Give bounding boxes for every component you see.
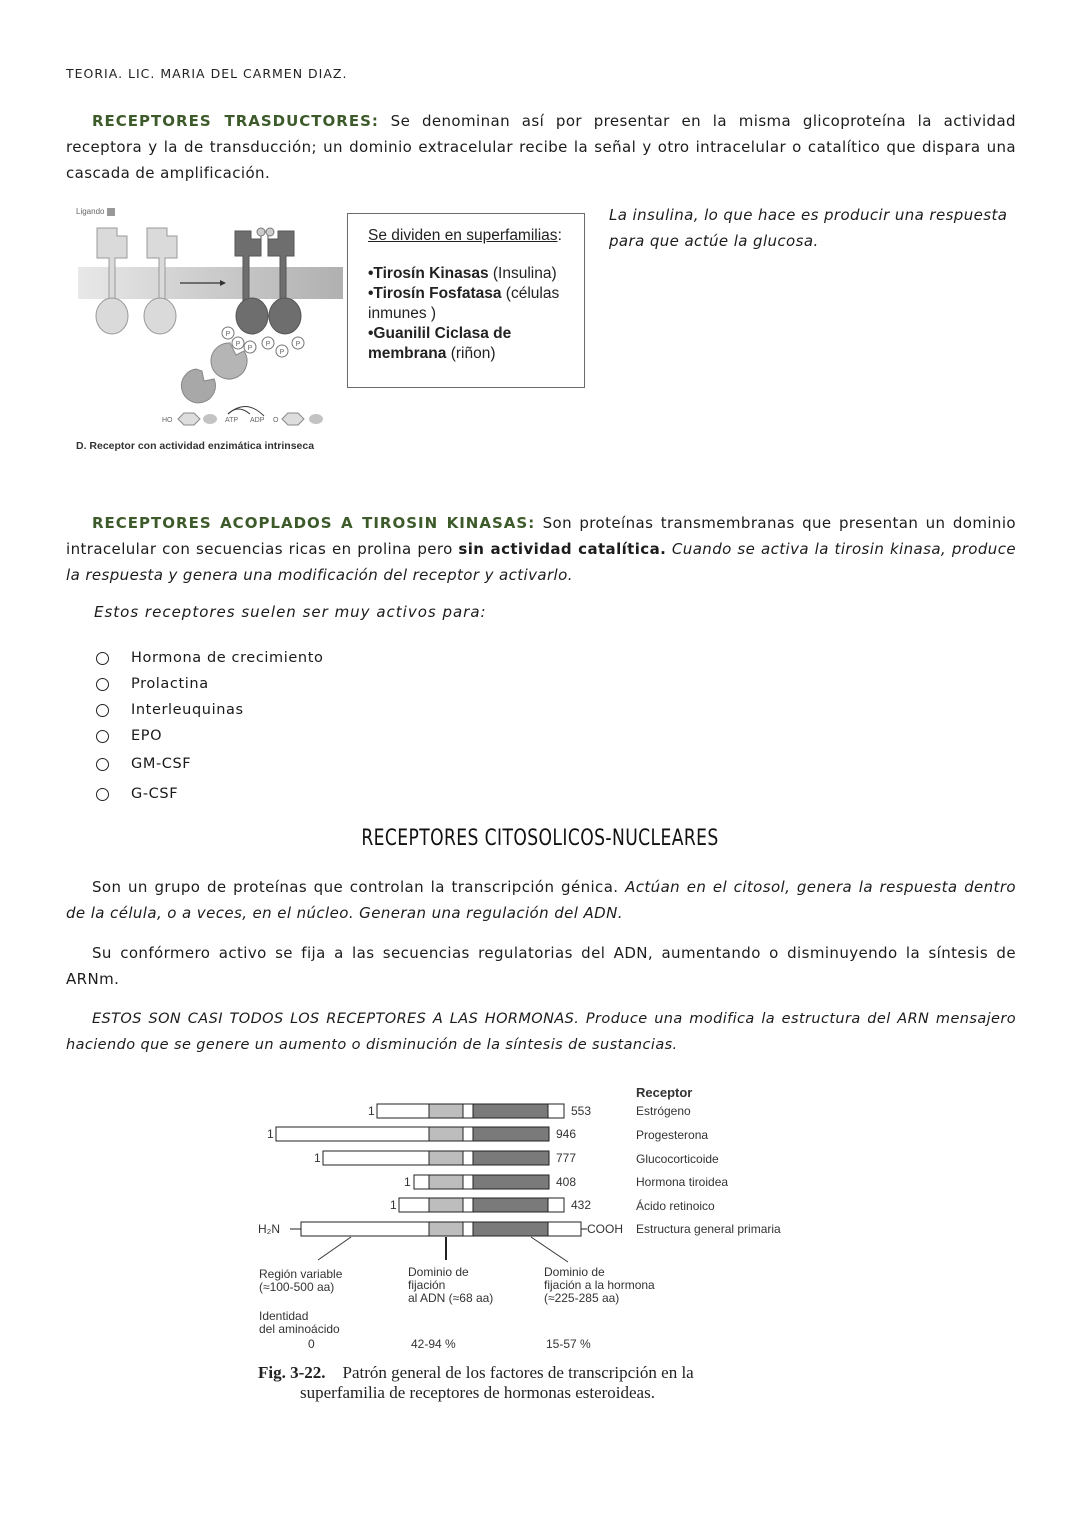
- svg-text:15-57 %: 15-57 %: [546, 1337, 591, 1351]
- svg-text:P: P: [247, 345, 253, 352]
- superfamilies-box: [347, 213, 585, 388]
- svg-text:Identidad: Identidad: [259, 1309, 309, 1323]
- insulin-note: La insulina, lo que hace es producir una respuesta para que actúe la glucosa.: [609, 206, 1008, 250]
- svg-text:P: P: [279, 349, 285, 356]
- svg-text:Ácido retinoico: Ácido retinoico: [636, 1199, 715, 1213]
- tyrosine-ring-icon: [282, 413, 304, 425]
- steroid-receptor-diagram: [256, 1082, 836, 1357]
- svg-text:1: 1: [404, 1175, 411, 1189]
- circle-bullet-icon: [96, 678, 109, 691]
- superfamily-item: •Tirosín Fosfatasa (células inmunes ): [368, 285, 560, 322]
- svg-text:Región variable: Región variable: [259, 1267, 343, 1281]
- svg-text:553: 553: [571, 1104, 592, 1118]
- svg-text:HO: HO: [162, 417, 173, 424]
- svg-text:P: P: [225, 331, 231, 338]
- text-transductores: Se denominan así por presentar en la misma glicoproteína la actividad receptora y la de transducción; un dominio extracelular recibe la señal y otro intracelular o catalítico que dispara una cascada de amplificación.: [66, 112, 1016, 182]
- svg-text:432: 432: [571, 1198, 592, 1212]
- list-item: Interleuquinas: [96, 697, 323, 723]
- paragraph-citosolicos-3: ESTOS SON CASI TODOS LOS RECEPTORES A LAS HORMONAS. Produce una modifica la estructura del ARN mensajero haciendo que se genere un aumento o disminución de la síntesis de sustancias.: [66, 1011, 1016, 1053]
- svg-text:777: 777: [556, 1151, 577, 1165]
- circle-bullet-icon: [96, 704, 109, 717]
- svg-text:Hormona tiroidea: Hormona tiroidea: [636, 1175, 729, 1189]
- svg-text:ADP: ADP: [250, 417, 265, 424]
- document-header-author: TEORIA. LIC. MARIA DEL CARMEN DIAZ.: [66, 66, 348, 81]
- svg-text:(≈100-500 aa): (≈100-500 aa): [259, 1280, 335, 1294]
- list-item: Prolactina: [96, 671, 323, 697]
- svg-text:1: 1: [314, 1151, 321, 1165]
- heading-transductores: RECEPTORES TRASDUCTORES:: [92, 112, 379, 130]
- svg-text:Progesterona: Progesterona: [636, 1128, 709, 1142]
- ligand-icon: [257, 228, 265, 236]
- svg-text:P: P: [295, 341, 301, 348]
- svg-text:1: 1: [368, 1104, 375, 1118]
- svg-text:H₂N: H₂N: [258, 1222, 280, 1236]
- svg-text:P: P: [235, 341, 241, 348]
- svg-text:Glucocorticoide: Glucocorticoide: [636, 1152, 719, 1166]
- svg-text:(≈225-285 aa): (≈225-285 aa): [544, 1291, 620, 1305]
- section-tirosin-kinasas: RECEPTORES ACOPLADOS A TIROSIN KINASAS: Son proteínas transmembranas que presentan un dominio intracelular con secuencias ricas en prolina pero sin actividad catalítica. Cuando se activa la tirosin kinasa, produce la respuesta y genera una modificación del receptor y activarlo.: [66, 514, 1016, 584]
- svg-text:Receptor: Receptor: [636, 1085, 693, 1100]
- circle-bullet-icon: [96, 788, 109, 801]
- figure-receptor-caption: D. Receptor con actividad enzimática intrinseca: [76, 440, 315, 452]
- superfamily-item: •Tirosín Kinasas (Insulina): [368, 265, 557, 282]
- superfamily-item: •Guanilil Ciclasa de membrana (riñon): [368, 325, 512, 362]
- list-item: GM-CSF: [96, 749, 323, 779]
- svg-text:Estrógeno: Estrógeno: [636, 1104, 691, 1118]
- section-title-citosolicos: RECEPTORES CITOSOLICOS-NUCLEARES: [361, 826, 719, 851]
- svg-text:Dominio de: Dominio de: [408, 1265, 469, 1279]
- list-item: EPO: [96, 723, 323, 749]
- ligand-label: Ligando: [76, 207, 115, 216]
- receptor-enzyme-diagram: [70, 203, 350, 458]
- svg-text:fijación: fijación: [408, 1278, 446, 1292]
- bold-sin-actividad: sin actividad catalítica.: [458, 540, 667, 558]
- svg-text:42-94 %: 42-94 %: [411, 1337, 456, 1351]
- svg-text:fijación a la hormona: fijación a la hormona: [544, 1278, 655, 1292]
- list-item: G-CSF: [96, 779, 323, 809]
- substrate-protein-icon: [181, 369, 215, 403]
- svg-text:P: P: [265, 341, 271, 348]
- svg-text:0: 0: [308, 1337, 315, 1351]
- svg-text:ATP: ATP: [225, 417, 239, 424]
- section-transductores: [66, 108, 1016, 186]
- circle-bullet-icon: [96, 652, 109, 665]
- svg-text:1: 1: [390, 1198, 397, 1212]
- svg-text:1: 1: [267, 1127, 274, 1141]
- superfamilies-title: Se dividen en superfamilias:: [368, 227, 562, 244]
- list-item: Hormona de crecimiento: [96, 645, 323, 671]
- svg-text:Estructura general primaria: Estructura general primaria: [636, 1222, 781, 1236]
- svg-text:del aminoácido: del aminoácido: [259, 1322, 340, 1336]
- hormone-list: [96, 645, 323, 809]
- circle-bullet-icon: [96, 730, 109, 743]
- ligand-icon: [266, 228, 274, 236]
- figure-steroid-caption: Fig. 3-22. Patrón general de los factores de transcripción en la superfamilia de receptores de hormonas esteroideas.: [258, 1363, 694, 1402]
- circle-bullet-icon: [96, 758, 109, 771]
- svg-text:946: 946: [556, 1127, 577, 1141]
- svg-text:O: O: [273, 417, 279, 424]
- paragraph-citosolicos-1: Son un grupo de proteínas que controlan la transcripción génica. Actúan en el citosol, genera la respuesta dentro de la célula, o a veces, en el núcleo. Generan una regulación del ADN.: [66, 878, 1016, 922]
- svg-text:al ADN (≈68 aa): al ADN (≈68 aa): [408, 1291, 494, 1305]
- tyrosine-ring-icon: [178, 413, 200, 425]
- paragraph-citosolicos-2: Su confórmero activo se fija a las secuencias regulatorias del ADN, aumentando o disminuyendo la síntesis de ARNm.: [66, 944, 1016, 988]
- heading-tirosin-kinasas: RECEPTORES ACOPLADOS A TIROSIN KINASAS:: [92, 514, 536, 532]
- svg-text:408: 408: [556, 1175, 577, 1189]
- svg-text:COOH: COOH: [587, 1222, 623, 1236]
- svg-text:Dominio de: Dominio de: [544, 1265, 605, 1279]
- receptor-activity-intro: Estos receptores suelen ser muy activos para:: [94, 603, 487, 621]
